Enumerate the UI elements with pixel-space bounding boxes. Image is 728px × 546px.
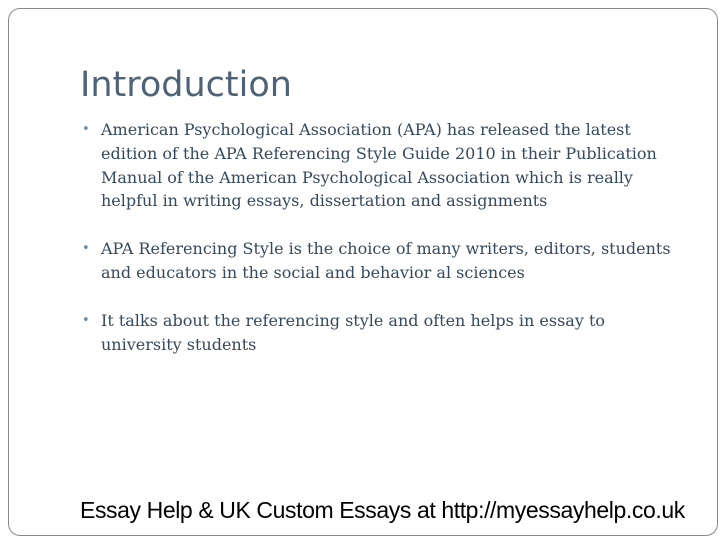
bullet-item-1 <box>80 118 680 213</box>
bullet-item-3 <box>80 309 680 357</box>
bullet-text: American Psychological Association (APA) has released the latest edition of the APA Referencing Style Guide 2010 in their Publication Manual of the American Psychological Association which is really helpful in writing essays, dissertation and assignments <box>101 120 657 211</box>
bullet-dot-icon: • <box>82 241 90 257</box>
bullet-text: It talks about the referencing style and often helps in essay to university students <box>101 310 605 354</box>
bullet-list <box>80 118 680 380</box>
bullet-dot-icon: • <box>82 122 90 137</box>
footer-text: Essay Help & UK Custom Essays at http://myessayhelp.co.uk <box>80 497 685 523</box>
bullet-text: APA Referencing Style is the choice of many writers, editors, students and educators in the social and behavior al sciences <box>101 239 671 282</box>
bullet-dot-icon: • <box>82 312 90 328</box>
bullet-item-2 <box>80 237 680 285</box>
slide-title: Introduction <box>80 65 292 105</box>
